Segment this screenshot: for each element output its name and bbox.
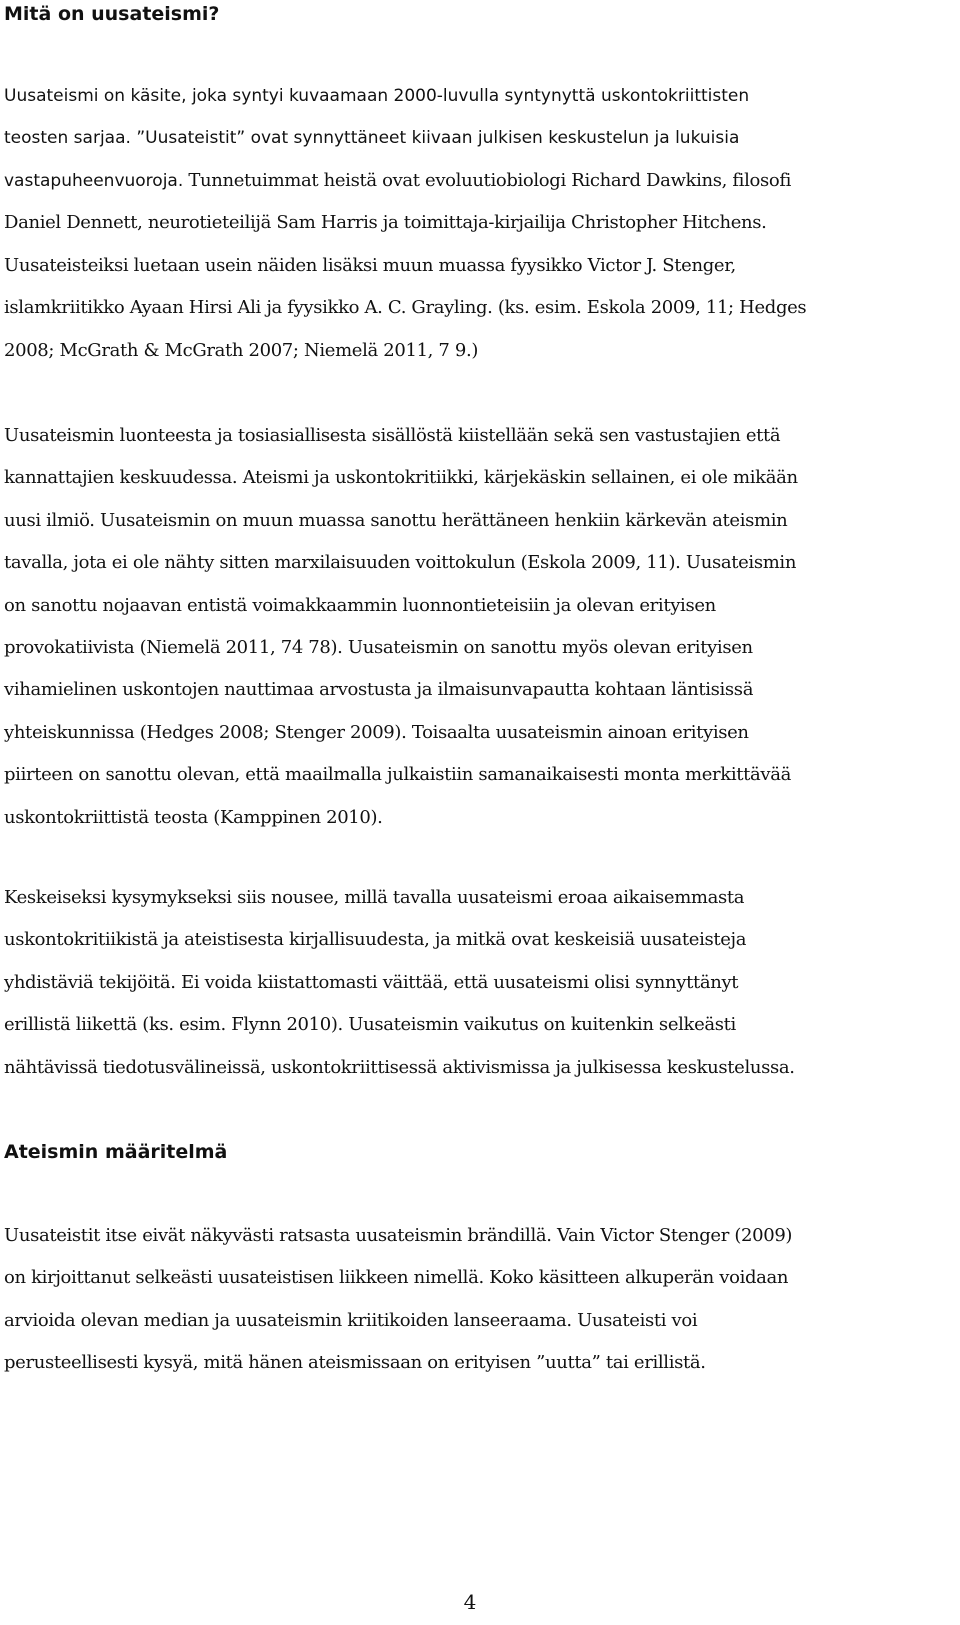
text-line: teosten sarjaa. ”Uusateistit” ovat synnyttäneet kiivaan julkisen keskustelun ja lukuisia [4,128,740,149]
page-number: 4 [463,1590,477,1614]
text-line: tavalla, jota ei ole nähty sitten marxilaisuuden voittokulun (Eskola 2009, 11). Uusateismin [4,552,797,574]
text-line: uskontokritiikistä ja ateistisesta kirjallisuudesta, ja mitkä ovat keskeisiä uusateisteja [4,929,747,951]
text-line: uusi ilmiö. Uusateismin on muun muassa sanottu herättäneen henkiin kärkevän ateismin [4,509,788,531]
heading-mita-on-uusateismi: Mitä on uusateismi? [4,3,220,25]
text-line: Uusateistit itse eivät näkyvästi ratsasta uusateismin brändillä. Vain Victor Stenger (2009) [4,1225,793,1246]
text-line: perusteellisesti kysyä, mitä hänen ateismissaan on erityisen ”uutta” tai erillistä. [4,1352,706,1374]
text-line: on sanottu nojaavan entistä voimakkaammin luonnontieteisiin ja olevan erityisen [4,594,716,616]
text-line: arvioida olevan median ja uusateismin kriitikoiden lanseeraama. Uusateisti voi [4,1309,698,1331]
paragraph-1-intro [4,75,749,160]
text-line: kannattajien keskuudessa. Ateismi ja uskontokritiikki, kärjekäskin sellainen, ei ole mikään [4,467,798,489]
heading-ateismin-maaritelma: Ateismin määritelmä [4,1141,228,1163]
paragraph-1-continued [4,160,806,372]
text-line: yhdistäviä tekijöitä. Ei voida kiistattomasti väittää, että uusateismi olisi synnyttänyt [4,971,739,993]
text-line: Uusateisteiksi luetaan usein näiden lisäksi muun muassa fyysikko Victor J. Stenger, [4,254,736,276]
text-line: provokatiivista (Niemelä 2011, 74 78). Uusateismin on sanottu myös olevan erityisen [4,636,753,658]
text-line: erillistä liikettä (ks. esim. Flynn 2010). Uusateismin vaikutus on kuitenkin selkeästi [4,1014,736,1036]
text-line: piirteen on sanottu olevan, että maailmalla julkaistiin samanaikaisesti monta merkittävää [4,764,791,786]
text-line: on kirjoittanut selkeästi uusateistisen liikkeen nimellä. Koko käsitteen alkuperän voidaan [4,1267,789,1289]
text-line: vihamielinen uskontojen nauttimaa arvostusta ja ilmaisunvapautta kohtaan läntisissä [4,679,754,701]
text-line: 2008; McGrath & McGrath 2007; Niemelä 2011, 7 9.) [4,339,479,361]
text-line: islamkriitikko Ayaan Hirsi Ali ja fyysikko A. C. Grayling. (ks. esim. Eskola 2009, 11; Hedges [4,297,807,319]
paragraph-2 [4,415,798,839]
text-line: Uusateismin luonteesta ja tosiasiallisesta sisällöstä kiistellään sekä sen vastustajien että [4,425,781,446]
text-line: Uusateismi on käsite, joka syntyi kuvaamaan 2000-luvulla syntynyttä uskontokriittisten [4,86,750,106]
text-line: Tunnetuimmat heistä ovat evoluutiobiologi Richard Dawkins, filosofi [188,170,792,191]
paragraph-4 [4,1215,792,1385]
text-line: uskontokriittistä teosta (Kamppinen 2010). [4,806,383,828]
text-line: yhteiskunnissa (Hedges 2008; Stenger 2009). Toisaalta uusateismin ainoan erityisen [4,721,749,743]
text-line: nähtävissä tiedotusvälineissä, uskontokriittisessä aktivismissa ja julkisessa keskustelussa. [4,1056,795,1078]
paragraph-3 [4,877,795,1089]
text-line: vastapuheenvuoroja. [4,171,184,191]
text-line: Keskeiseksi kysymykseksi siis nousee, millä tavalla uusateismi eroaa aikaisemmasta [4,887,745,908]
text-line: Daniel Dennett, neurotieteilijä Sam Harris ja toimittaja-kirjailija Christopher Hitchens. [4,212,767,234]
